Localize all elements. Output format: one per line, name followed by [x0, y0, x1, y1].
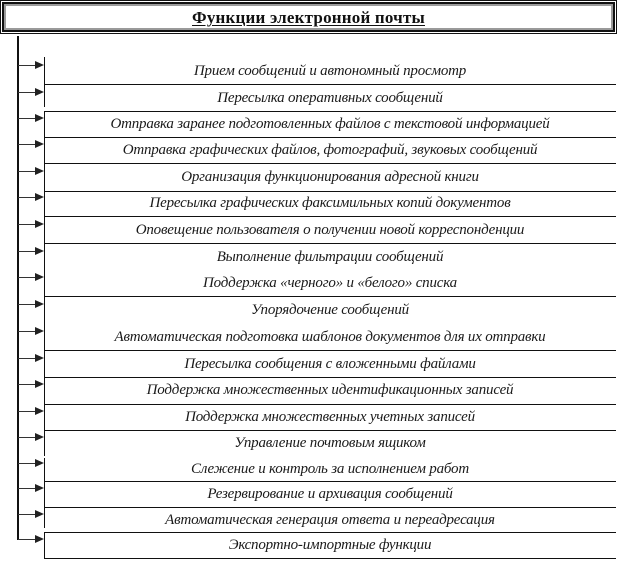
row-divider	[44, 163, 616, 164]
arrow-head-icon	[35, 193, 44, 201]
function-item: Организация функционирования адресной книги	[181, 168, 479, 185]
row-divider	[44, 558, 616, 559]
function-item: Прием сообщений и автономный просмотр	[193, 62, 467, 79]
function-item: Упорядочение сообщений	[251, 301, 409, 318]
row-divider	[44, 430, 616, 431]
diagram-title: Функции электронной почты	[192, 8, 425, 27]
connector-arrow-line	[18, 118, 36, 119]
arrow-head-icon	[35, 61, 44, 69]
connector-arrow-line	[18, 384, 36, 385]
arrow-head-icon	[35, 484, 44, 492]
function-item: Поддержка «черного» и «белого» списка	[203, 274, 457, 291]
row-divider	[44, 404, 616, 405]
arrow-head-icon	[35, 220, 44, 228]
connector-arrow-line	[18, 144, 36, 145]
row-divider	[44, 137, 616, 138]
function-item: Слежение и контроль за исполнением работ	[191, 460, 469, 477]
connector-arrow-line	[18, 277, 36, 278]
connector-arrow-line	[18, 539, 36, 540]
arrow-head-icon	[35, 300, 44, 308]
function-item: Экспортно-импортные функции	[228, 536, 432, 553]
title-box	[2, 2, 615, 32]
arrow-head-icon	[35, 407, 44, 415]
arrow-head-icon	[35, 433, 44, 441]
connector-arrow-line	[18, 197, 36, 198]
function-item: Автоматическая подготовка шаблонов документов для их отправки	[114, 328, 546, 345]
connector-arrow-line	[18, 251, 36, 252]
row-divider	[44, 532, 616, 533]
row-divider	[44, 350, 616, 351]
connector-arrow-line	[18, 171, 36, 172]
connector-arrow-line	[18, 488, 36, 489]
connector-arrow-line	[18, 358, 36, 359]
arrow-head-icon	[35, 140, 44, 148]
connector-trunk	[17, 36, 19, 540]
arrow-head-icon	[35, 380, 44, 388]
connector-arrow-line	[18, 331, 36, 332]
row-divider	[44, 481, 616, 482]
connector-arrow-line	[18, 92, 36, 93]
row-divider	[44, 296, 616, 297]
connector-arrow-line	[18, 224, 36, 225]
arrow-head-icon	[35, 327, 44, 335]
arrow-head-icon	[35, 167, 44, 175]
connector-arrow-line	[18, 411, 36, 412]
connector-arrow-line	[18, 65, 36, 66]
arrow-head-icon	[35, 247, 44, 255]
row-divider	[44, 507, 616, 508]
row-divider	[44, 216, 616, 217]
row-divider	[44, 84, 616, 85]
row-divider	[44, 191, 616, 192]
arrow-head-icon	[35, 510, 44, 518]
function-item: Пересылка графических факсимильных копий документов	[149, 194, 511, 211]
arrow-head-icon	[35, 273, 44, 281]
function-item: Пересылка оперативных сообщений	[217, 89, 443, 106]
function-item: Поддержка множественных учетных записей	[185, 408, 475, 425]
connector-arrow-line	[18, 437, 36, 438]
function-item: Отправка заранее подготовленных файлов с текстовой информацией	[110, 115, 550, 132]
connector-arrow-line	[18, 463, 36, 464]
function-item: Выполнение фильтрации сообщений	[216, 248, 444, 265]
function-item: Поддержка множественных идентификационных записей	[146, 381, 514, 398]
arrow-head-icon	[35, 88, 44, 96]
connector-arrow-line	[18, 514, 36, 515]
function-item: Автоматическая генерация ответа и переадресация	[165, 511, 495, 528]
connector-arrow-line	[18, 304, 36, 305]
arrow-head-icon	[35, 459, 44, 467]
function-item: Отправка графических файлов, фотографий, звуковых сообщений	[122, 141, 538, 158]
row-divider	[44, 243, 616, 244]
function-item: Пересылка сообщения с вложенными файлами	[184, 355, 476, 372]
row-divider	[44, 377, 616, 378]
arrow-head-icon	[35, 535, 44, 543]
arrow-head-icon	[35, 354, 44, 362]
function-item: Управление почтовым ящиком	[234, 434, 426, 451]
function-item: Резервирование и архивация сообщений	[207, 485, 453, 502]
arrow-head-icon	[35, 114, 44, 122]
function-item: Оповещение пользователя о получении новой корреспонденции	[135, 221, 525, 238]
row-divider	[44, 111, 616, 112]
